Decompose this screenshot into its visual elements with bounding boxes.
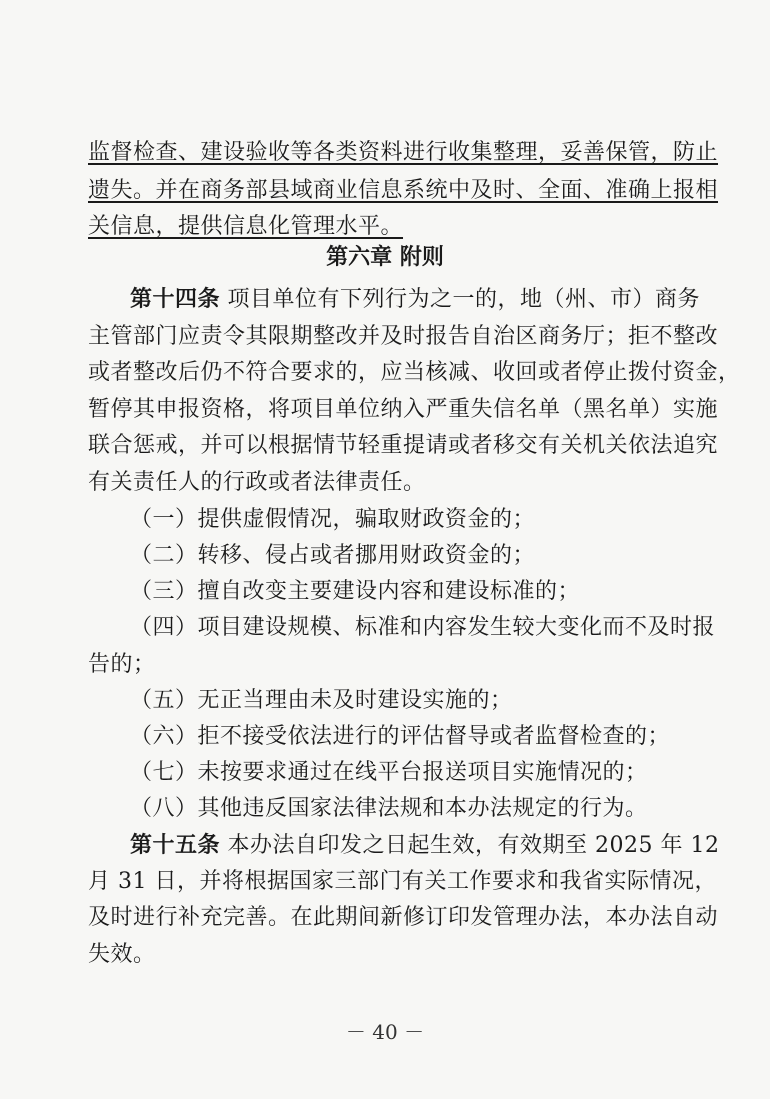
intro-line-3: 关信息，提供信息化管理水平。 <box>88 214 404 239</box>
list-item-8: （八）其他违反国家法律法规和本办法规定的行为。 <box>130 796 648 821</box>
article-15-line-4: 失效。 <box>88 942 156 967</box>
article-14-line-2: 主管部门应责令其限期整改并及时报告自治区商务厅；拒不整改 <box>88 324 719 349</box>
article-14-line-5: 联合惩戒，并可以根据情节轻重提请或者移交有关机关依法追究 <box>88 433 719 458</box>
list-item-1: （一）提供虚假情况，骗取财政资金的； <box>130 507 536 532</box>
article-15-line-2: 月 31 日，并将根据国家三部门有关工作要求和我省实际情况， <box>88 869 717 894</box>
intro-line-2: 遗失。并在商务部县域商业信息系统中及时、全面、准确上报相 <box>88 178 719 203</box>
article-15-first-line <box>130 831 730 861</box>
article-14-text-1: 项目单位有下列行为之一的，地（州、市）商务 <box>220 287 701 312</box>
article-14-line-3: 或者整改后仍不符合要求的，应当核减、收回或者停止拨付资金， <box>88 360 741 385</box>
article-14-first-line <box>130 285 730 315</box>
article-14-line-4: 暂停其申报资格，将项目单位纳入严重失信名单（黑名单）实施 <box>88 397 719 422</box>
article-15-text-1: 本办法自印发之日起生效，有效期至 2025 年 12 <box>220 833 720 858</box>
list-item-5: （五）无正当理由未及时建设实施的； <box>130 688 513 713</box>
list-item-7: （七）未按要求通过在线平台报送项目实施情况的； <box>130 760 648 785</box>
article-15-label: 第十五条 <box>130 833 221 858</box>
list-item-6: （六）拒不接受依法进行的评估督导或者监督检查的； <box>130 724 671 749</box>
list-item-4-line-2: 告的； <box>88 652 156 677</box>
intro-line-1: 监督检查、建设验收等各类资料进行收集整理，妥善保管，防止 <box>88 140 719 165</box>
list-item-2: （二）转移、侵占或者挪用财政资金的； <box>130 543 536 568</box>
article-14-label: 第十四条 <box>130 287 221 312</box>
list-item-4-line-1: （四）项目建设规模、标准和内容发生较大变化而不及时报 <box>130 615 716 640</box>
page-number: － 40 － <box>345 1020 425 1044</box>
chapter-title: 第六章 附则 <box>326 245 444 270</box>
list-item-3: （三）擅自改变主要建设内容和建设标准的； <box>130 579 581 604</box>
article-14-line-6: 有关责任人的行政或者法律责任。 <box>88 470 426 495</box>
article-15-line-3: 及时进行补充完善。在此期间新修订印发管理办法，本办法自动 <box>88 905 719 930</box>
